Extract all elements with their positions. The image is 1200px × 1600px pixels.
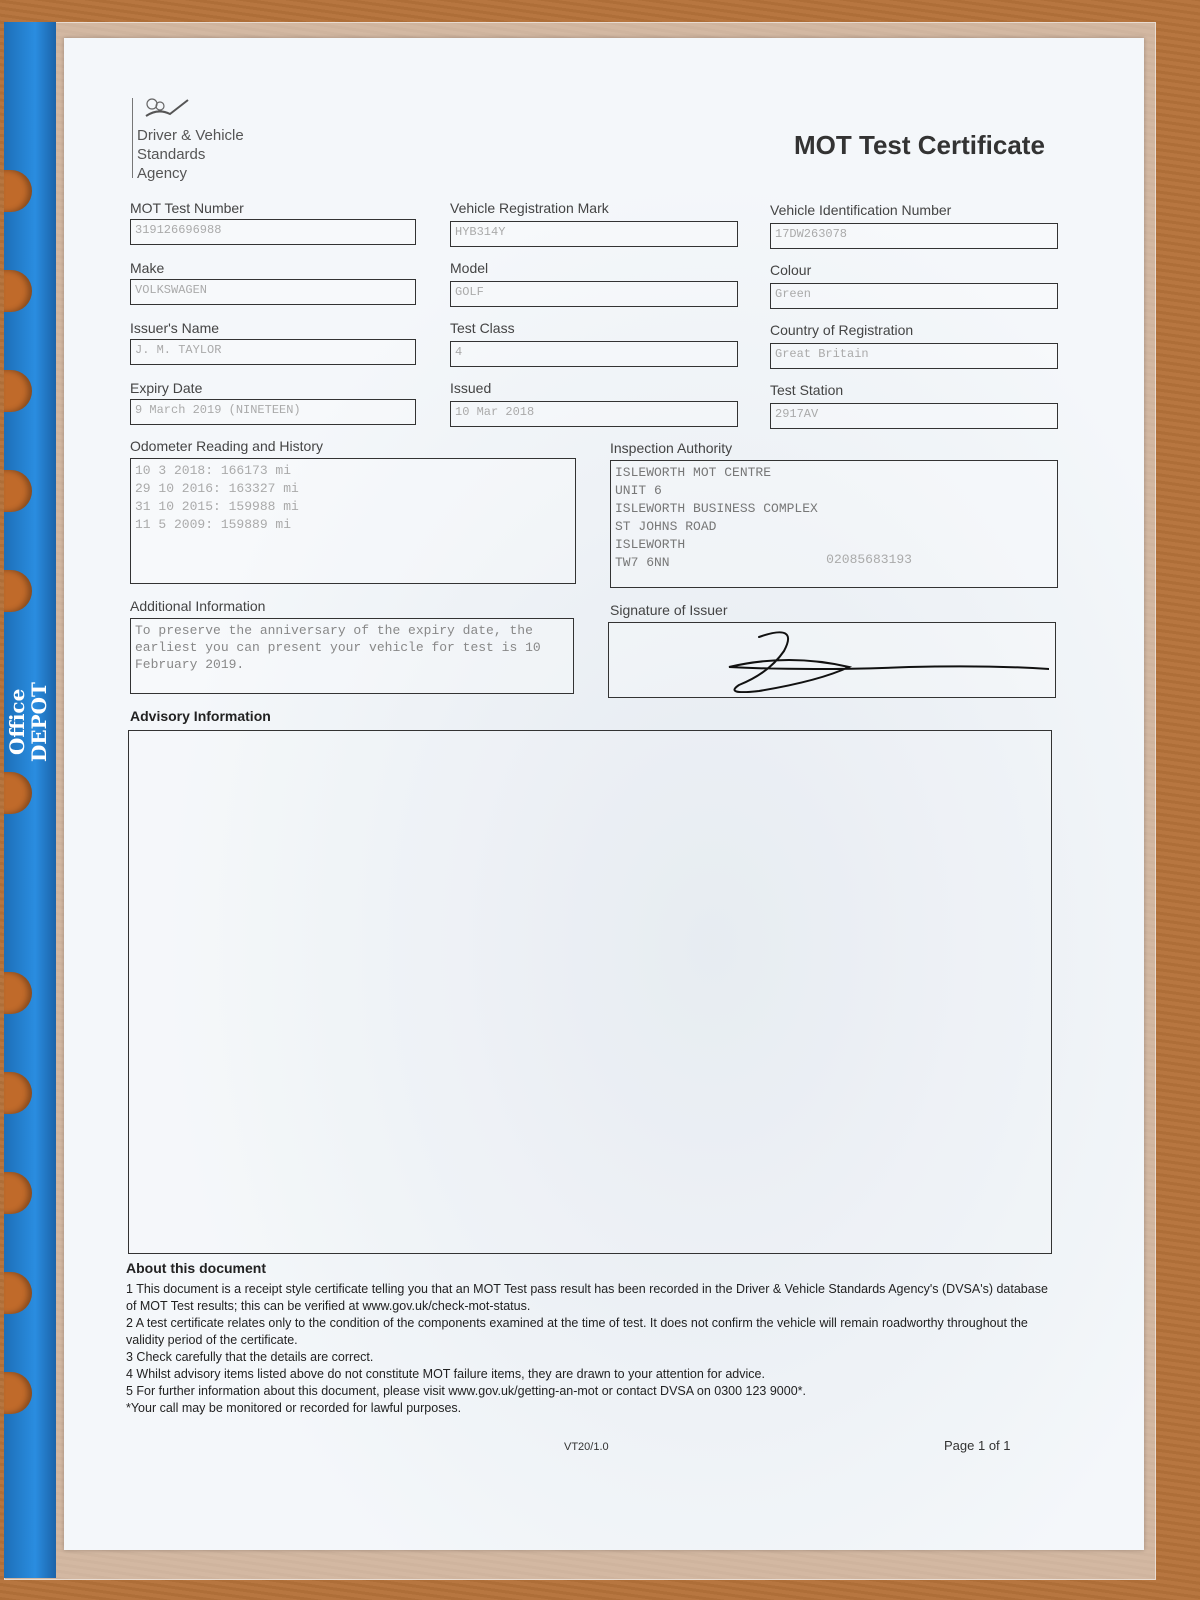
issued-label: Issued: [450, 380, 492, 396]
issuer-signature-icon: [609, 623, 1049, 693]
punch-hole: [4, 1172, 32, 1214]
inspection-line: ISLEWORTH BUSINESS COMPLEX: [615, 501, 818, 516]
punch-hole: [4, 1072, 32, 1114]
about-item: 3 Check carefully that the details are correct.: [126, 1350, 374, 1364]
logo-bar: [132, 98, 133, 178]
punch-hole: [4, 170, 32, 212]
binder-brand-line2: DEPOT: [27, 682, 51, 762]
country-label: Country of Registration: [770, 322, 914, 338]
about-section: [126, 1260, 1056, 1417]
model-label: Model: [450, 260, 489, 276]
certificate-page: [64, 38, 1144, 1550]
agency-line: Agency: [137, 165, 188, 182]
mot-test-number-field: 319126696988: [130, 219, 416, 245]
punch-hole: [4, 270, 32, 312]
odometer-history-box: [130, 458, 576, 584]
signature-box: [608, 622, 1056, 698]
registration-field: HYB314Y: [450, 221, 738, 247]
make-field: VOLKSWAGEN: [130, 279, 416, 305]
make-label: Make: [130, 260, 165, 276]
issuer-name-field: J. M. TAYLOR: [130, 339, 416, 365]
odometer-entry: 11 5 2009: 159889 mi: [135, 517, 292, 532]
expiry-date-label: Expiry Date: [130, 380, 203, 396]
agency-name: [137, 126, 277, 183]
about-item: 5 For further information about this document, please visit www.gov.uk/getting-an-mot or contact DVSA on 0300 123 9000*.: [126, 1384, 807, 1398]
inspection-line: ISLEWORTH MOT CENTRE: [615, 465, 772, 480]
registration-label: Vehicle Registration Mark: [450, 200, 609, 216]
colour-label: Colour: [770, 262, 812, 278]
punch-hole: [4, 570, 32, 612]
advisory-info-label: Advisory Information: [130, 708, 271, 724]
punch-hole: [4, 1372, 32, 1414]
odometer-entry: 10 3 2018: 166173 mi: [135, 463, 292, 478]
test-station-field: 2917AV: [770, 403, 1058, 429]
punch-hole: [4, 972, 32, 1014]
punch-hole: [4, 470, 32, 512]
signature-label: Signature of Issuer: [610, 602, 728, 618]
inspection-phone: 02085683193: [826, 552, 912, 567]
inspection-authority-label: Inspection Authority: [610, 440, 733, 456]
certificate-title: MOT Test Certificate: [794, 130, 1045, 160]
inspection-line: TW7 6NN: [615, 555, 670, 570]
additional-info-box: To preserve the anniversary of the expiry date, the earliest you can present your vehicle for test is 10 February 2019.: [130, 618, 574, 694]
form-code: VT20/1.0: [564, 1441, 609, 1453]
page-number: Page 1 of 1: [944, 1438, 1011, 1453]
inspection-line: UNIT 6: [615, 483, 662, 498]
mot-test-number-label: MOT Test Number: [130, 200, 244, 216]
about-item: 1 This document is a receipt style certificate telling you that an MOT Test pass result has been recorded in the Driver & Vehicle Standards Agency's (DVSA's) database of MOT Test results; this can be verified at www.gov.uk/check-mot-status.: [126, 1282, 1048, 1313]
about-item: 2 A test certificate relates only to the condition of the components examined at the time of test. It does not confirm the vehicle will remain roadworthy throughout the validity period of the certificate.: [126, 1316, 1028, 1347]
inspection-line: ST JOHNS ROAD: [615, 519, 717, 534]
punch-hole: [4, 370, 32, 412]
binder-brand: [6, 662, 56, 782]
agency-line: Driver & Vehicle: [137, 127, 244, 144]
issuer-name-label: Issuer's Name: [130, 320, 220, 336]
vin-label: Vehicle Identification Number: [770, 202, 952, 218]
punch-hole: [4, 1272, 32, 1314]
test-station-label: Test Station: [770, 382, 844, 398]
vin-field: 17DW263078: [770, 223, 1058, 249]
model-field: GOLF: [450, 281, 738, 307]
expiry-date-field: 9 March 2019 (NINETEEN): [130, 399, 416, 425]
about-footnote: *Your call may be monitored or recorded for lawful purposes.: [126, 1401, 462, 1415]
test-class-label: Test Class: [450, 320, 515, 336]
advisory-info-box: [128, 730, 1052, 1254]
dvsa-logo: [132, 96, 272, 186]
additional-info-label: Additional Information: [130, 598, 266, 614]
issued-field: 10 Mar 2018: [450, 401, 738, 427]
about-title: About this document: [126, 1260, 266, 1276]
binder-strip: [4, 22, 56, 1578]
royal-crest-icon: [140, 96, 190, 126]
about-item: 4 Whilst advisory items listed above do not constitute MOT failure items, they are drawn to your attention for advice.: [126, 1367, 765, 1381]
test-class-field: 4: [450, 341, 738, 367]
agency-line: Standards: [137, 146, 206, 163]
colour-field: Green: [770, 283, 1058, 309]
inspection-authority-box: [610, 460, 1058, 588]
odometer-entry: 31 10 2015: 159988 mi: [135, 499, 299, 514]
odometer-entry: 29 10 2016: 163327 mi: [135, 481, 299, 496]
inspection-line: ISLEWORTH: [615, 537, 686, 552]
odometer-label: Odometer Reading and History: [130, 438, 323, 454]
binder-brand-line1: Office: [5, 688, 29, 756]
country-field: Great Britain: [770, 343, 1058, 369]
